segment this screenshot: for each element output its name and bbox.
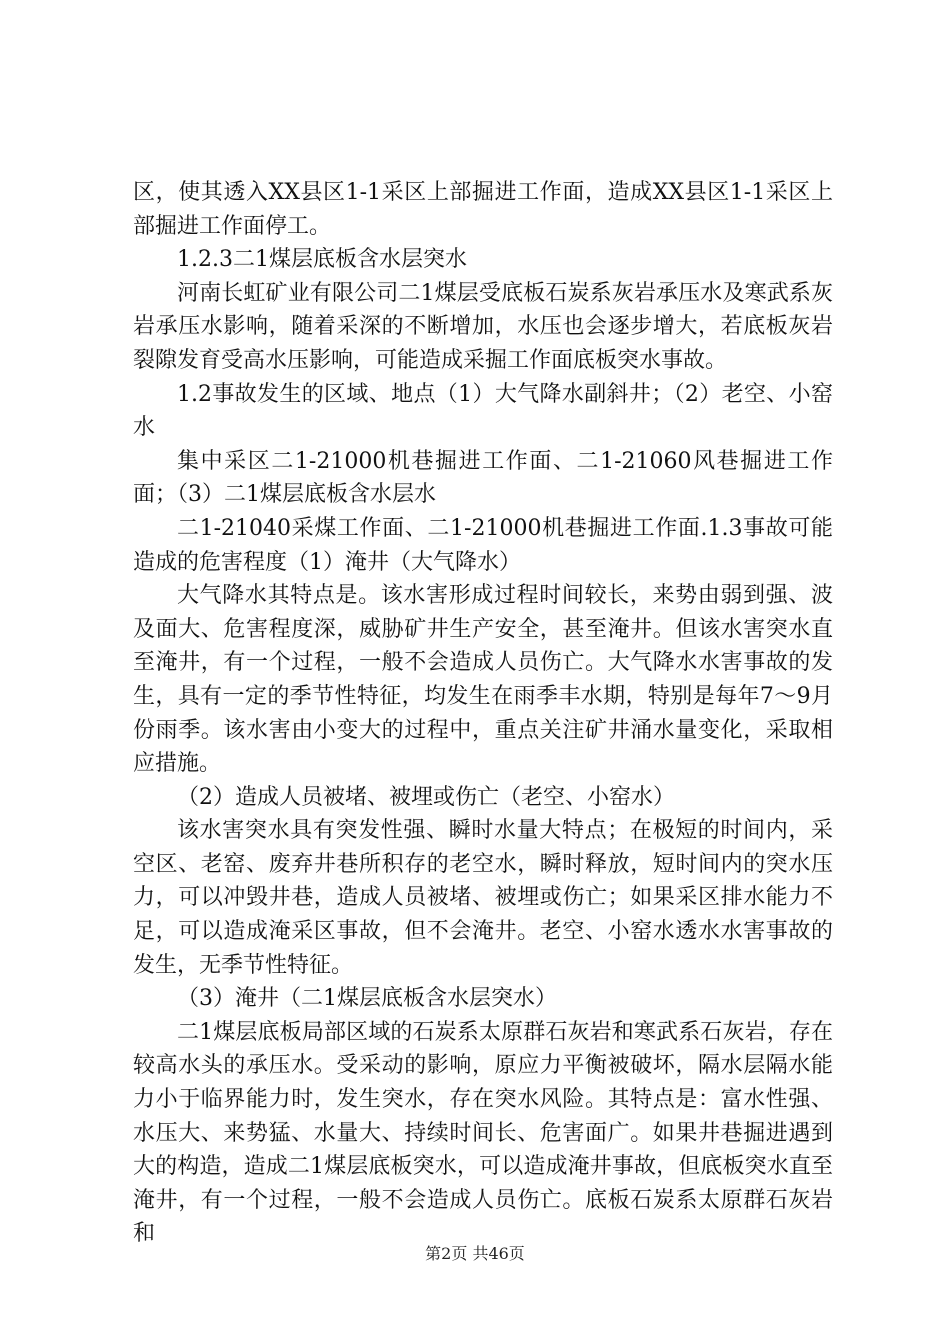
paragraph: 大气降水其特点是。该水害形成过程时间较长，来势由弱到强、波及面大、危害程度深，威胁矿井生产安全，甚至淹井。但该水害突水直至淹井，有一个过程，一般不会造成人员伤亡。大气降水水害事故的发生，具有一定的季节性特征，均发生在雨季丰水期，特别是每年7～9月份雨季。该水害由小变大的过程中，重点关注矿井涌水量变化，采取相应措施。 [133, 583, 833, 777]
subheading: （2）造成人员被堵、被埋或伤亡（老空、小窑水） [177, 784, 675, 810]
document-body [133, 176, 833, 1251]
paragraph: 该水害突水具有突发性强、瞬时水量大特点；在极短的时间内，采空区、老窑、废弃井巷所积存的老空水，瞬时释放，短时间内的突水压力，可以冲毁井巷，造成人员被堵、被埋或伤亡；如果采区排水能力不足，可以造成淹采区事故，但不会淹井。老空、小窑水透水水害事故的发生，无季节性特征。 [133, 818, 833, 978]
page-number-footer: 第2页 共46页 [425, 1244, 525, 1263]
section-heading: 1.2.3二1煤层底板含水层突水 [177, 247, 467, 273]
paragraph: 1.2事故发生的区域、地点（1）大气降水副斜井；（2）老空、小窑水 [133, 381, 833, 441]
paragraph: 二1-21040采煤工作面、二1-21000机巷掘进工作面.1.3事故可能造成的危害程度（1）淹井（大气降水） [133, 515, 833, 575]
paragraph: 区，使其透入XX县区1-1采区上部掘进工作面，造成XX县区1-1采区上部掘进工作面停工。 [133, 180, 833, 239]
paragraph: 集中采区二1-21000机巷掘进工作面、二1-21060风巷掘进工作面；（3）二1煤层底板含水层水 [133, 448, 833, 508]
paragraph: 二1煤层底板局部区域的石炭系太原群石灰岩和寒武系石灰岩，存在较高水头的承压水。受采动的影响，原应力平衡被破坏，隔水层隔水能力小于临界能力时，发生突水，存在突水风险。其特点是：富水性强、水压大、来势猛、水量大、持续时间长、危害面广。如果井巷掘进遇到大的构造，造成二1煤层底板突水，可以造成淹井事故，但底板突水直至淹井，有一个过程，一般不会造成人员伤亡。底板石炭系太原群石灰岩和 [133, 1019, 833, 1247]
subheading: （3）淹井（二1煤层底板含水层突水） [177, 986, 557, 1012]
paragraph: 河南长虹矿业有限公司二1煤层受底板石炭系灰岩承压水及寒武系灰岩承压水影响，随着采深的不断增加，水压也会逐步增大，若底板灰岩裂隙发育受高水压影响，可能造成采掘工作面底板突水事故。 [133, 280, 833, 373]
